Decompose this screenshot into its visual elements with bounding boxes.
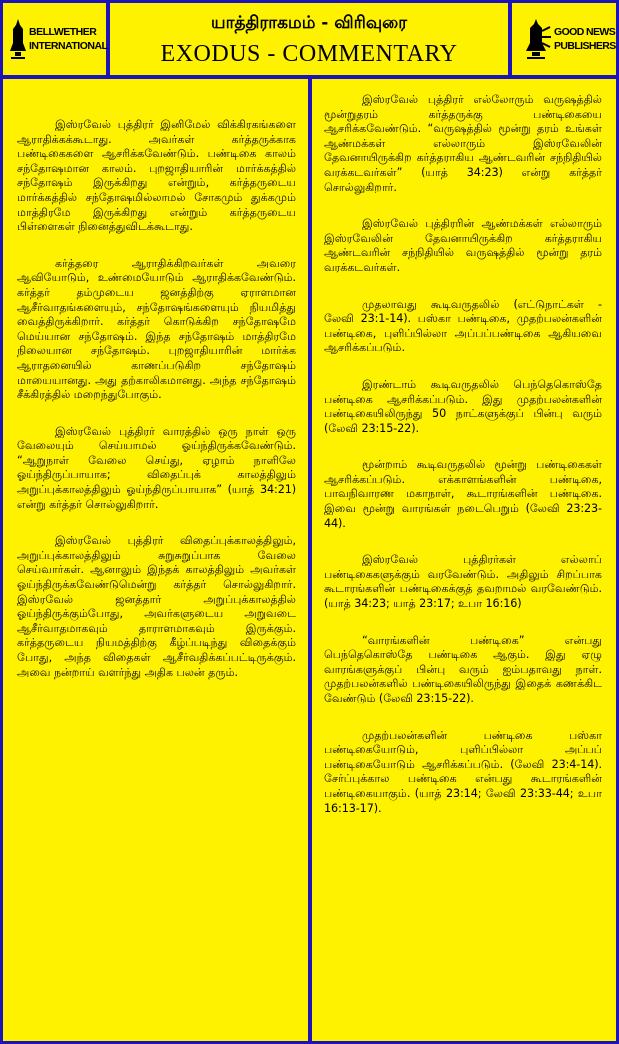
title-banner (110, 3, 508, 75)
right-paragraph: முதற்பலன்களின் பண்டிகை பஸ்கா பண்டிகையோடும், புளிப்பில்லா அப்பப் பண்டிகையோடும் ஆசரிக்கப்படும். (லேவி 23:4-14). சேர்ப்புக்கால பண்டிகை என்பது கூடாரங்களின் பண்டிகையாகும். (யாத் 23:14; லேவி 23:33-44; உபா 16:13-17). (324, 728, 602, 815)
right-column (312, 79, 616, 1041)
left-paragraph: இஸ்ரவேல் புத்திரர் வாரத்தில் ஒரு நாள் ஒரு வேலையும் செய்யாமல் ஓய்ந்திருக்கவேண்டும். “ஆறுநாள் வேலை செய்து, ஏழாம் நாளிலே ஓய்ந்திருப்பாயாக; விதைப்புக் காலத்திலும் அறுப்புக்காலத்திலும் ஓய்ந்திருப்பாயாக” (யாத் 34:21) என்று கர்த்தர் சொல்லுகிறார். (17, 424, 296, 511)
right-paragraph: இஸ்ரவேல் புத்திரரின் ஆண்மக்கள் எல்லாரும் இஸ்ரவேலின் தேவனாயிருக்கிற கர்த்தராகிய ஆண்டவரின் சந்நிதியில் வருஷத்தில் மூன்று தரம் வரக்கடவர்கள். (324, 217, 602, 274)
good-news-bell-icon (522, 17, 552, 61)
right-paragraph: இரண்டாம் கூடிவருதலில் பெந்தெகொஸ்தே பண்டிகை ஆசரிக்கப்படும். இது முதற்பலன்களின் பண்டிகையிலிருந்து 50 நாட்களுக்குப் பின்பு வரும் (லேவி 23:15-22). (324, 377, 602, 435)
page-title-tamil: யாத்திராகமம் - விரிவுரை (211, 13, 407, 33)
right-paragraph: இஸ்ரவேல் புத்திரர்கள் எல்லாப் பண்டிகைகளுக்கும் வரவேண்டும். அதிலும் சிறப்பாக கூடாரங்களின் பண்டிகைக்குத் தவறாமல் வரவேண்டும். (யாத் 34:23; யாத் 23:17; உபா 16:16) (324, 553, 602, 611)
left-paragraph: இஸ்ரவேல் புத்திரர் விதைப்புக்காலத்திலும், அறுப்புக்காலத்திலும் சுறுசுறுப்பாக வேலை செய்வார்கள். ஆனாலும் இந்தக் காலத்திலும் அவர்கள் ஓய்ந்திருக்கவேண்டுமென்று கர்த்தர் சொல்லுகிறார். இஸ்ரவேல் ஜனத்தார் அறுப்புக்காலத்தில் ஓய்ந்திருக்கும்போது, அவர்களுடைய அறுவடை ஆசீர்வாதமாகவும் தாராளமாகவும் இருக்கும். கர்த்தருடைய நியமத்திற்கு கீழ்ப்படிந்து விதைக்கும் போது, அந்த விதைகள் ஆசீர்வதிக்கப்பட்டிருக்கும். அவை நன்றாய் வளர்ந்து அதிக பலன் தரும். (17, 534, 296, 679)
good-news-logo-line2: PUBLISHERS (554, 40, 616, 52)
good-news-logo (512, 3, 616, 75)
bellwether-logo-line2: INTERNATIONAL (29, 40, 108, 52)
right-paragraph: “வாரங்களின் பண்டிகை” என்பது பெந்தெகொஸ்தே பண்டிகை ஆகும். இது ஏழு வாரங்களுக்குப் பின்பு வரும் ஐம்பதாவது நாள். முதற்பலன்களில் பண்டிகையிலிருந்து இதைக் கணக்கிட வேண்டும் (லேவி 23:15-22). (324, 633, 602, 705)
bellwether-bell-icon (8, 17, 28, 61)
bellwether-logo-line1: BELLWETHER (29, 26, 97, 38)
good-news-logo-line1: GOOD NEWS (554, 26, 616, 38)
page-title-english: EXODUS - COMMENTARY (160, 41, 458, 67)
left-column (3, 79, 308, 1041)
right-paragraph: மூன்றாம் கூடிவருதலில் மூன்று பண்டிகைகள் ஆசரிக்கப்படும். எக்காளங்களின் பண்டிகை, பாவநிவாரண மகாநாள், கூடாரங்களின் பண்டிகை. இவை மூன்று வாரங்கள் நடைபெறும் (லேவி 23:23-44). (324, 458, 602, 530)
left-paragraph: கர்த்தரை ஆராதிக்கிறவர்கள் அவரை ஆவியோடும், உண்மையோடும் ஆராதிக்கவேண்டும். கர்த்தர் தம்முடைய ஜனத்திற்கு ஏராளமான ஆசீர்வாதங்களையும், சந்தோஷங்களையும் நியமித்து வைத்திருக்கிறார். கர்த்தர் கொடுக்கிற சந்தோஷமே மெய்யான சந்தோஷம். இந்த சந்தோஷம் மாத்திரமே நிலையான சந்தோஷம். புறஜாதியாரின் மார்க்க ஆராதனையில் காணப்படுகிற சந்தோஷம் மாயையானது. அது தற்காலிகமானது. அந்த சந்தோஷம் சீக்கிரத்தில் மறைந்துபோகும். (17, 256, 296, 402)
right-paragraph: முதலாவது கூடிவருதலில் (எட்டுநாட்கள் - லேவி 23:1-14). பஸ்கா பண்டிகை, முதற்பலன்களின் பண்டிகை, புளிப்பில்லா அப்பப்பண்டிகை ஆகியவை ஆசரிக்கப்படும். (324, 297, 602, 355)
bellwether-logo (3, 3, 106, 75)
left-paragraph: இஸ்ரவேல் புத்திரர் இனிமேல் விக்கிரகங்களை ஆராதிக்கக்கூடாது. அவர்கள் கர்த்தருக்காக பண்டிகைகளை ஆசரிக்கவேண்டும். பண்டிகை காலம் சந்தோஷமான காலம். புறஜாதியாரின் மார்க்கத்தில் சந்தோஷம் இருக்கிறது என்றும், கர்த்தருடைய மார்க்கத்தில் சந்தோஷமில்லாமல் சோகமும் துக்கமும் மாத்திரமே இருக்கிறது என்றும் கர்த்தருடைய பிள்ளைகள் நினைத்துவிடக்கூடாது. (17, 118, 296, 234)
right-paragraph: இஸ்ரவேல் புத்திரர் எல்லோரும் வருஷத்தில் மூன்றுதரம் கர்த்தருக்கு பண்டிகையை ஆசரிக்கவேண்டும். “வருஷத்தில் மூன்று தரம் உங்கள் ஆண்மக்கள் எல்லாரும் இஸ்ரவேலின் தேவனாயிருக்கிற கர்த்தராகிய ஆண்டவரின் சந்நிதியில் வரக்கடவர்கள்” (யாத் 34:23) என்று கர்த்தர் சொல்லுகிறார். (324, 93, 602, 194)
